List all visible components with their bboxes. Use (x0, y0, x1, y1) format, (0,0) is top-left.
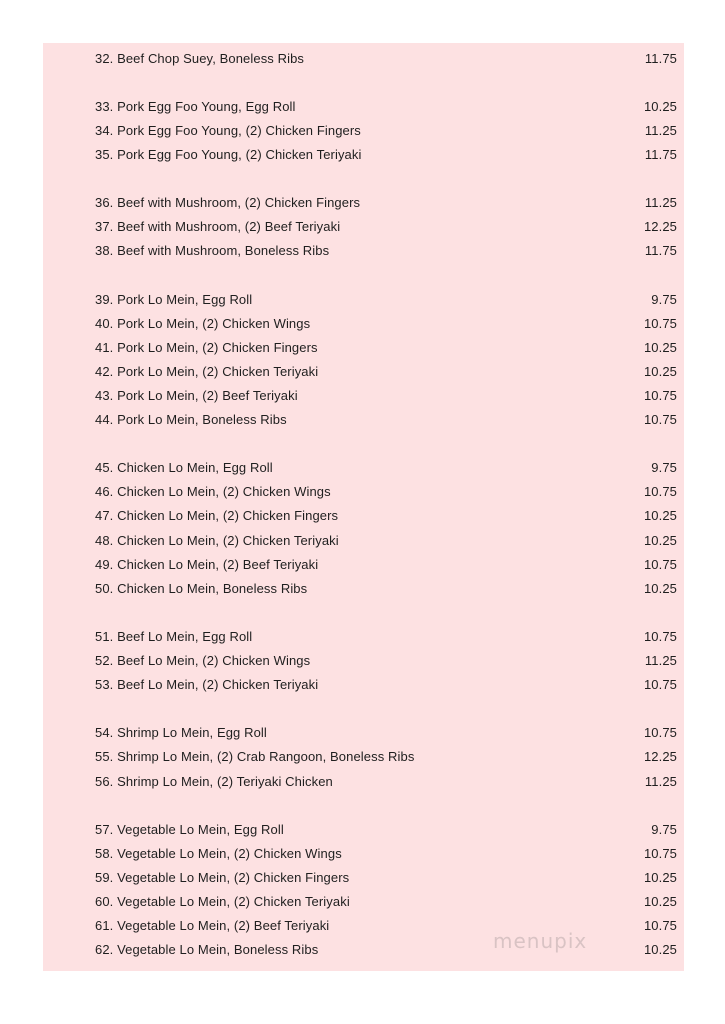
menu-item (95, 528, 677, 552)
menu-item (95, 890, 677, 914)
menu-item-name: 60. Vegetable Lo Mein, (2) Chicken Teriyaki (95, 894, 350, 909)
menu-item-name: 51. Beef Lo Mein, Egg Roll (95, 628, 253, 644)
menu-item-price: 10.75 (643, 412, 677, 427)
menu-item (95, 817, 677, 841)
menu-item (95, 745, 677, 769)
menu-item-name: 58. Vegetable Lo Mein, (2) Chicken Wings (95, 845, 342, 861)
menu-item-name: 52. Beef Lo Mein, (2) Chicken Wings (95, 653, 311, 668)
menu-item (95, 841, 677, 865)
menu-item-price: 11.75 (644, 50, 677, 66)
menu-item (95, 118, 677, 142)
menu-item-price: 10.75 (643, 315, 677, 331)
menu-item (95, 94, 677, 118)
menu-item-price: 10.75 (643, 387, 677, 403)
menu-item-name: 37. Beef with Mushroom, (2) Beef Teriyaki (95, 219, 341, 235)
menu-item-name: 39. Pork Lo Mein, Egg Roll (95, 291, 253, 307)
menu-item-price: 10.75 (643, 628, 677, 644)
menu-item-price: 10.25 (643, 942, 677, 958)
menu-item-price: 10.75 (643, 556, 677, 572)
menu-item-name: 43. Pork Lo Mein, (2) Beef Teriyaki (95, 387, 298, 403)
watermark-logo: menupix (493, 929, 588, 953)
menu-item (95, 914, 677, 938)
menu-item-price: 11.75 (644, 243, 677, 259)
menu-item (95, 673, 677, 697)
menu-item (95, 383, 677, 407)
menu-item-price: 10.25 (643, 363, 677, 379)
menu-item-name: 40. Pork Lo Mein, (2) Chicken Wings (95, 315, 311, 331)
menu-item-name: 32. Beef Chop Suey, Boneless Ribs (95, 50, 305, 66)
menu-item (95, 239, 677, 263)
menu-item-price: 9.75 (651, 291, 677, 307)
menu-item-name: 48. Chicken Lo Mein, (2) Chicken Teriyaki (95, 532, 339, 548)
menu-item (95, 311, 677, 335)
menu-item (95, 938, 677, 962)
menu-item-name: 61. Vegetable Lo Mein, (2) Beef Teriyaki (95, 918, 330, 934)
menu-item-name: 36. Beef with Mushroom, (2) Chicken Fingers (95, 195, 361, 211)
menu-item-name: 57. Vegetable Lo Mein, Egg Roll (95, 821, 284, 837)
menu-item-price: 12.25 (643, 749, 677, 765)
menu-item-name: 42. Pork Lo Mein, (2) Chicken Teriyaki (95, 363, 319, 379)
menu-item (95, 335, 677, 359)
menu-item-price: 10.75 (643, 677, 677, 693)
menu-item-name: 44. Pork Lo Mein, Boneless Ribs (95, 412, 287, 427)
menu-item-name: 62. Vegetable Lo Mein, Boneless Ribs (95, 942, 319, 958)
menu-item (95, 624, 677, 648)
menu-item (95, 721, 677, 745)
menu-item (95, 142, 677, 166)
menu-item (95, 769, 677, 793)
menu-item-name: 46. Chicken Lo Mein, (2) Chicken Wings (95, 484, 331, 500)
menu-item-price: 10.25 (643, 869, 677, 885)
menu-item-price: 10.75 (643, 845, 677, 861)
menu-item-price: 10.75 (643, 918, 677, 934)
menu-item-price: 11.25 (644, 773, 677, 789)
menu-item (95, 576, 677, 600)
menu-item (95, 46, 677, 70)
menu-item-price: 11.25 (644, 653, 677, 668)
menu-item (95, 456, 677, 480)
menu-item-price: 11.25 (644, 122, 677, 138)
menu-item-name: 35. Pork Egg Foo Young, (2) Chicken Teriyaki (95, 146, 362, 162)
menu-item-name: 41. Pork Lo Mein, (2) Chicken Fingers (95, 339, 318, 355)
menu-item-price: 11.25 (644, 195, 677, 211)
menu-item (95, 191, 677, 215)
menu-item (95, 359, 677, 383)
menu-item (95, 649, 677, 673)
menu-page (43, 43, 684, 971)
menu-item-name: 45. Chicken Lo Mein, Egg Roll (95, 460, 273, 476)
menu-item (95, 480, 677, 504)
menu-item-price: 10.25 (643, 98, 677, 114)
menu-item (95, 865, 677, 889)
menu-item-name: 55. Shrimp Lo Mein, (2) Crab Rangoon, Boneless Ribs (95, 749, 415, 765)
menu-item (95, 408, 677, 432)
menu-item-name: 56. Shrimp Lo Mein, (2) Teriyaki Chicken (95, 773, 333, 789)
menu-item-name: 33. Pork Egg Foo Young, Egg Roll (95, 98, 296, 114)
menu-item-price: 10.25 (643, 580, 677, 596)
menu-item-name: 50. Chicken Lo Mein, Boneless Ribs (95, 580, 308, 596)
menu-item (95, 504, 677, 528)
menu-item (95, 215, 677, 239)
menu-item-price: 12.25 (643, 219, 677, 235)
menu-item-name: 49. Chicken Lo Mein, (2) Beef Teriyaki (95, 556, 319, 572)
menu-item-name: 47. Chicken Lo Mein, (2) Chicken Fingers (95, 508, 339, 524)
menu-item-name: 53. Beef Lo Mein, (2) Chicken Teriyaki (95, 677, 319, 693)
menu-item-price: 9.75 (651, 821, 677, 837)
menu-item (95, 287, 677, 311)
menu-item (95, 552, 677, 576)
menu-item-price: 10.25 (643, 894, 677, 909)
menu-item-price: 10.25 (643, 508, 677, 524)
menu-item-price: 10.75 (643, 725, 677, 741)
menu-item-price: 10.75 (643, 484, 677, 500)
menu-item-price: 9.75 (651, 460, 677, 476)
menu-item-name: 59. Vegetable Lo Mein, (2) Chicken Fingers (95, 869, 350, 885)
menu-item-price: 11.75 (644, 146, 677, 162)
menu-item-name: 34. Pork Egg Foo Young, (2) Chicken Fingers (95, 122, 361, 138)
menu-item-price: 10.25 (643, 339, 677, 355)
menu-item-price: 10.25 (643, 532, 677, 548)
menu-item-name: 38. Beef with Mushroom, Boneless Ribs (95, 243, 330, 259)
menu-item-name: 54. Shrimp Lo Mein, Egg Roll (95, 725, 267, 741)
